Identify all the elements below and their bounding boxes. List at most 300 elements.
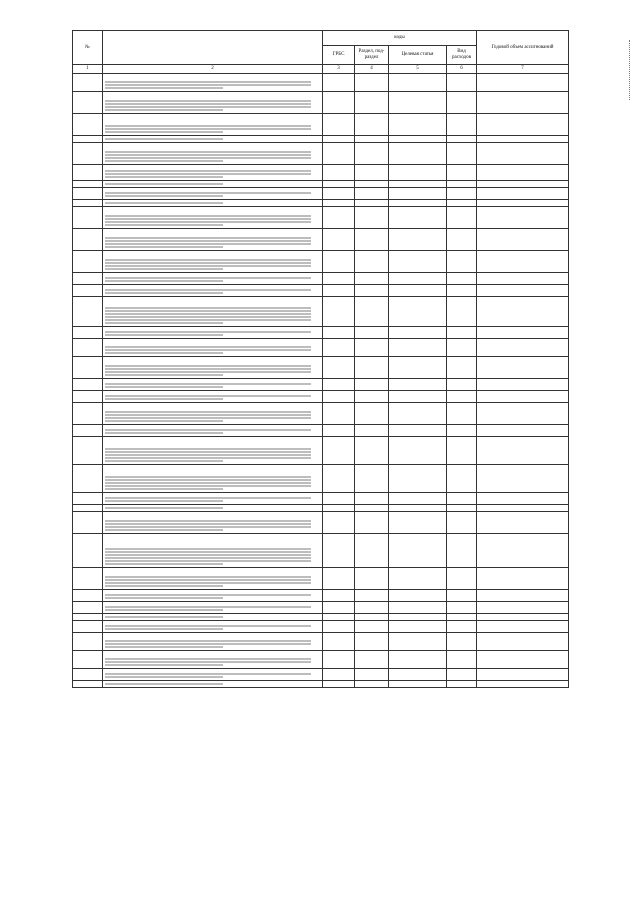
row-section-cell bbox=[355, 621, 389, 633]
row-name-cell bbox=[103, 493, 323, 505]
row-section-cell bbox=[355, 339, 389, 357]
table-row bbox=[73, 614, 569, 621]
row-exp-type-cell bbox=[447, 437, 477, 465]
table-row bbox=[73, 425, 569, 437]
row-number-cell bbox=[73, 403, 103, 425]
row-exp-type-cell bbox=[447, 621, 477, 633]
row-target-cell bbox=[389, 327, 447, 339]
row-amount-cell bbox=[477, 297, 569, 327]
row-section-cell bbox=[355, 181, 389, 188]
row-section-cell bbox=[355, 633, 389, 651]
table-row bbox=[73, 651, 569, 669]
row-name-cell bbox=[103, 602, 323, 614]
row-amount-cell bbox=[477, 403, 569, 425]
row-section-cell bbox=[355, 505, 389, 512]
row-section-cell bbox=[355, 614, 389, 621]
row-grbs-cell bbox=[323, 669, 355, 681]
table-row bbox=[73, 297, 569, 327]
row-exp-type-cell bbox=[447, 285, 477, 297]
row-grbs-cell bbox=[323, 285, 355, 297]
row-target-cell bbox=[389, 437, 447, 465]
row-section-cell bbox=[355, 425, 389, 437]
row-target-cell bbox=[389, 614, 447, 621]
row-target-cell bbox=[389, 114, 447, 136]
row-exp-type-cell bbox=[447, 651, 477, 669]
row-target-cell bbox=[389, 188, 447, 200]
row-grbs-cell bbox=[323, 165, 355, 181]
row-name-cell bbox=[103, 143, 323, 165]
row-exp-type-cell bbox=[447, 590, 477, 602]
row-section-cell bbox=[355, 207, 389, 229]
row-section-cell bbox=[355, 136, 389, 143]
row-number-cell bbox=[73, 297, 103, 327]
row-exp-type-cell bbox=[447, 602, 477, 614]
row-section-cell bbox=[355, 512, 389, 534]
row-exp-type-cell bbox=[447, 327, 477, 339]
table-row bbox=[73, 285, 569, 297]
row-exp-type-cell bbox=[447, 614, 477, 621]
table-row bbox=[73, 568, 569, 590]
row-grbs-cell bbox=[323, 391, 355, 403]
row-amount-cell bbox=[477, 357, 569, 379]
row-name-cell bbox=[103, 136, 323, 143]
row-target-cell bbox=[389, 273, 447, 285]
row-exp-type-cell bbox=[447, 505, 477, 512]
row-number-cell bbox=[73, 437, 103, 465]
row-grbs-cell bbox=[323, 136, 355, 143]
row-amount-cell bbox=[477, 74, 569, 92]
table-row bbox=[73, 251, 569, 273]
row-grbs-cell bbox=[323, 273, 355, 285]
row-name-cell bbox=[103, 327, 323, 339]
row-number-cell bbox=[73, 505, 103, 512]
row-number-cell bbox=[73, 273, 103, 285]
budget-table-page bbox=[72, 30, 568, 688]
row-grbs-cell bbox=[323, 505, 355, 512]
row-number-cell bbox=[73, 181, 103, 188]
row-exp-type-cell bbox=[447, 493, 477, 505]
row-amount-cell bbox=[477, 568, 569, 590]
row-amount-cell bbox=[477, 327, 569, 339]
row-section-cell bbox=[355, 357, 389, 379]
row-number-cell bbox=[73, 251, 103, 273]
row-exp-type-cell bbox=[447, 534, 477, 568]
row-number-cell bbox=[73, 391, 103, 403]
row-grbs-cell bbox=[323, 297, 355, 327]
row-name-cell bbox=[103, 465, 323, 493]
table-row bbox=[73, 512, 569, 534]
row-name-cell bbox=[103, 379, 323, 391]
budget-table bbox=[72, 30, 569, 688]
row-grbs-cell bbox=[323, 651, 355, 669]
row-exp-type-cell bbox=[447, 379, 477, 391]
row-grbs-cell bbox=[323, 437, 355, 465]
row-target-cell bbox=[389, 357, 447, 379]
row-section-cell bbox=[355, 669, 389, 681]
row-amount-cell bbox=[477, 505, 569, 512]
index-1: 1 bbox=[73, 65, 103, 74]
row-grbs-cell bbox=[323, 512, 355, 534]
annual-amount-header: Годовой объем ассигнований bbox=[477, 31, 569, 65]
row-grbs-cell bbox=[323, 621, 355, 633]
table-row bbox=[73, 114, 569, 136]
row-target-cell bbox=[389, 568, 447, 590]
row-section-cell bbox=[355, 74, 389, 92]
row-name-cell bbox=[103, 568, 323, 590]
row-section-cell bbox=[355, 229, 389, 251]
row-amount-cell bbox=[477, 614, 569, 621]
row-target-cell bbox=[389, 590, 447, 602]
row-name-cell bbox=[103, 114, 323, 136]
index-4: 4 bbox=[355, 65, 389, 74]
target-article-header: Целевая статья bbox=[389, 46, 447, 65]
row-amount-cell bbox=[477, 181, 569, 188]
row-name-cell bbox=[103, 681, 323, 688]
row-grbs-cell bbox=[323, 465, 355, 493]
index-5: 5 bbox=[389, 65, 447, 74]
row-exp-type-cell bbox=[447, 74, 477, 92]
row-name-cell bbox=[103, 229, 323, 251]
row-grbs-cell bbox=[323, 379, 355, 391]
row-amount-cell bbox=[477, 512, 569, 534]
row-number-cell bbox=[73, 590, 103, 602]
row-section-cell bbox=[355, 273, 389, 285]
row-name-cell bbox=[103, 437, 323, 465]
table-row bbox=[73, 165, 569, 181]
row-grbs-cell bbox=[323, 251, 355, 273]
row-name-cell bbox=[103, 633, 323, 651]
row-exp-type-cell bbox=[447, 188, 477, 200]
row-number-cell bbox=[73, 188, 103, 200]
row-name-cell bbox=[103, 74, 323, 92]
row-number-cell bbox=[73, 229, 103, 251]
row-section-cell bbox=[355, 391, 389, 403]
index-6: 6 bbox=[447, 65, 477, 74]
row-grbs-cell bbox=[323, 534, 355, 568]
row-section-cell bbox=[355, 602, 389, 614]
row-number-cell bbox=[73, 621, 103, 633]
row-number-cell bbox=[73, 425, 103, 437]
table-row bbox=[73, 379, 569, 391]
row-section-cell bbox=[355, 403, 389, 425]
table-row bbox=[73, 534, 569, 568]
row-section-cell bbox=[355, 114, 389, 136]
table-row bbox=[73, 505, 569, 512]
table-row bbox=[73, 327, 569, 339]
row-amount-cell bbox=[477, 339, 569, 357]
row-number-cell bbox=[73, 327, 103, 339]
row-exp-type-cell bbox=[447, 273, 477, 285]
row-amount-cell bbox=[477, 437, 569, 465]
row-exp-type-cell bbox=[447, 143, 477, 165]
index-3: 3 bbox=[323, 65, 355, 74]
row-section-cell bbox=[355, 251, 389, 273]
row-name-cell bbox=[103, 207, 323, 229]
row-grbs-cell bbox=[323, 114, 355, 136]
row-amount-cell bbox=[477, 285, 569, 297]
row-target-cell bbox=[389, 136, 447, 143]
table-row bbox=[73, 92, 569, 114]
row-amount-cell bbox=[477, 465, 569, 493]
row-amount-cell bbox=[477, 651, 569, 669]
row-number-cell bbox=[73, 136, 103, 143]
row-target-cell bbox=[389, 207, 447, 229]
row-name-cell bbox=[103, 614, 323, 621]
col-number-header: № bbox=[73, 31, 103, 65]
row-number-cell bbox=[73, 200, 103, 207]
row-amount-cell bbox=[477, 493, 569, 505]
row-amount-cell bbox=[477, 669, 569, 681]
row-target-cell bbox=[389, 229, 447, 251]
row-amount-cell bbox=[477, 207, 569, 229]
table-row bbox=[73, 200, 569, 207]
row-target-cell bbox=[389, 425, 447, 437]
row-grbs-cell bbox=[323, 357, 355, 379]
row-exp-type-cell bbox=[447, 251, 477, 273]
row-amount-cell bbox=[477, 590, 569, 602]
row-name-cell bbox=[103, 285, 323, 297]
row-name-cell bbox=[103, 621, 323, 633]
row-target-cell bbox=[389, 465, 447, 493]
row-target-cell bbox=[389, 200, 447, 207]
row-amount-cell bbox=[477, 165, 569, 181]
row-name-cell bbox=[103, 425, 323, 437]
row-number-cell bbox=[73, 165, 103, 181]
row-section-cell bbox=[355, 651, 389, 669]
row-amount-cell bbox=[477, 621, 569, 633]
row-grbs-cell bbox=[323, 327, 355, 339]
row-exp-type-cell bbox=[447, 669, 477, 681]
table-row bbox=[73, 339, 569, 357]
row-grbs-cell bbox=[323, 207, 355, 229]
row-grbs-cell bbox=[323, 590, 355, 602]
row-name-cell bbox=[103, 391, 323, 403]
row-amount-cell bbox=[477, 379, 569, 391]
row-name-cell bbox=[103, 339, 323, 357]
row-exp-type-cell bbox=[447, 568, 477, 590]
row-number-cell bbox=[73, 114, 103, 136]
row-target-cell bbox=[389, 251, 447, 273]
row-name-cell bbox=[103, 534, 323, 568]
row-section-cell bbox=[355, 590, 389, 602]
row-section-cell bbox=[355, 200, 389, 207]
row-section-cell bbox=[355, 327, 389, 339]
row-section-cell bbox=[355, 297, 389, 327]
row-exp-type-cell bbox=[447, 207, 477, 229]
row-name-cell bbox=[103, 403, 323, 425]
row-section-cell bbox=[355, 534, 389, 568]
row-section-cell bbox=[355, 165, 389, 181]
table-row bbox=[73, 357, 569, 379]
row-amount-cell bbox=[477, 136, 569, 143]
row-grbs-cell bbox=[323, 681, 355, 688]
row-target-cell bbox=[389, 602, 447, 614]
row-exp-type-cell bbox=[447, 465, 477, 493]
row-grbs-cell bbox=[323, 403, 355, 425]
row-grbs-cell bbox=[323, 188, 355, 200]
row-number-cell bbox=[73, 633, 103, 651]
row-exp-type-cell bbox=[447, 512, 477, 534]
table-row bbox=[73, 465, 569, 493]
table-row bbox=[73, 437, 569, 465]
row-amount-cell bbox=[477, 188, 569, 200]
row-target-cell bbox=[389, 512, 447, 534]
row-name-cell bbox=[103, 200, 323, 207]
row-number-cell bbox=[73, 143, 103, 165]
row-target-cell bbox=[389, 92, 447, 114]
table-row bbox=[73, 633, 569, 651]
section-header: Раздел, под-раздел bbox=[355, 46, 389, 65]
row-name-cell bbox=[103, 188, 323, 200]
table-body bbox=[73, 74, 569, 688]
table-row bbox=[73, 74, 569, 92]
row-grbs-cell bbox=[323, 181, 355, 188]
row-grbs-cell bbox=[323, 568, 355, 590]
row-number-cell bbox=[73, 669, 103, 681]
row-name-cell bbox=[103, 651, 323, 669]
grbs-header: ГРБС bbox=[323, 46, 355, 65]
row-target-cell bbox=[389, 403, 447, 425]
row-target-cell bbox=[389, 379, 447, 391]
index-7: 7 bbox=[477, 65, 569, 74]
row-number-cell bbox=[73, 512, 103, 534]
row-amount-cell bbox=[477, 200, 569, 207]
row-exp-type-cell bbox=[447, 181, 477, 188]
row-name-cell bbox=[103, 273, 323, 285]
row-number-cell bbox=[73, 357, 103, 379]
row-amount-cell bbox=[477, 681, 569, 688]
row-name-cell bbox=[103, 297, 323, 327]
row-number-cell bbox=[73, 568, 103, 590]
row-grbs-cell bbox=[323, 425, 355, 437]
row-amount-cell bbox=[477, 633, 569, 651]
table-row bbox=[73, 143, 569, 165]
row-section-cell bbox=[355, 285, 389, 297]
row-exp-type-cell bbox=[447, 681, 477, 688]
row-name-cell bbox=[103, 590, 323, 602]
row-amount-cell bbox=[477, 92, 569, 114]
row-section-cell bbox=[355, 437, 389, 465]
table-row bbox=[73, 403, 569, 425]
row-section-cell bbox=[355, 143, 389, 165]
table-row bbox=[73, 621, 569, 633]
row-target-cell bbox=[389, 681, 447, 688]
table-row bbox=[73, 229, 569, 251]
row-exp-type-cell bbox=[447, 633, 477, 651]
row-target-cell bbox=[389, 339, 447, 357]
row-target-cell bbox=[389, 621, 447, 633]
row-target-cell bbox=[389, 391, 447, 403]
table-row bbox=[73, 602, 569, 614]
row-exp-type-cell bbox=[447, 165, 477, 181]
row-section-cell bbox=[355, 465, 389, 493]
row-number-cell bbox=[73, 614, 103, 621]
row-name-cell bbox=[103, 181, 323, 188]
row-number-cell bbox=[73, 493, 103, 505]
row-exp-type-cell bbox=[447, 403, 477, 425]
row-name-cell bbox=[103, 512, 323, 534]
table-row bbox=[73, 669, 569, 681]
row-target-cell bbox=[389, 505, 447, 512]
index-2: 2 bbox=[103, 65, 323, 74]
row-target-cell bbox=[389, 493, 447, 505]
row-section-cell bbox=[355, 493, 389, 505]
row-grbs-cell bbox=[323, 143, 355, 165]
row-name-cell bbox=[103, 92, 323, 114]
row-target-cell bbox=[389, 633, 447, 651]
row-target-cell bbox=[389, 181, 447, 188]
row-target-cell bbox=[389, 285, 447, 297]
table-row bbox=[73, 493, 569, 505]
col-name-header bbox=[103, 31, 323, 65]
table-row bbox=[73, 273, 569, 285]
row-number-cell bbox=[73, 379, 103, 391]
row-target-cell bbox=[389, 143, 447, 165]
row-name-cell bbox=[103, 165, 323, 181]
row-exp-type-cell bbox=[447, 297, 477, 327]
table-row bbox=[73, 681, 569, 688]
row-exp-type-cell bbox=[447, 357, 477, 379]
row-name-cell bbox=[103, 251, 323, 273]
codes-group-header: коды bbox=[323, 31, 477, 46]
table-row bbox=[73, 181, 569, 188]
row-amount-cell bbox=[477, 229, 569, 251]
row-number-cell bbox=[73, 465, 103, 493]
table-row bbox=[73, 391, 569, 403]
margin-mark bbox=[629, 40, 634, 100]
row-grbs-cell bbox=[323, 614, 355, 621]
row-amount-cell bbox=[477, 251, 569, 273]
row-exp-type-cell bbox=[447, 229, 477, 251]
row-amount-cell bbox=[477, 391, 569, 403]
row-name-cell bbox=[103, 357, 323, 379]
row-exp-type-cell bbox=[447, 92, 477, 114]
row-number-cell bbox=[73, 339, 103, 357]
expense-type-header: Вид расходов bbox=[447, 46, 477, 65]
table-row bbox=[73, 188, 569, 200]
row-amount-cell bbox=[477, 114, 569, 136]
row-number-cell bbox=[73, 74, 103, 92]
row-name-cell bbox=[103, 505, 323, 512]
row-grbs-cell bbox=[323, 633, 355, 651]
row-grbs-cell bbox=[323, 229, 355, 251]
row-target-cell bbox=[389, 74, 447, 92]
table-row bbox=[73, 136, 569, 143]
row-number-cell bbox=[73, 602, 103, 614]
row-exp-type-cell bbox=[447, 200, 477, 207]
table-row bbox=[73, 590, 569, 602]
row-amount-cell bbox=[477, 425, 569, 437]
table-row bbox=[73, 207, 569, 229]
row-grbs-cell bbox=[323, 200, 355, 207]
row-target-cell bbox=[389, 165, 447, 181]
row-target-cell bbox=[389, 297, 447, 327]
row-name-cell bbox=[103, 669, 323, 681]
row-grbs-cell bbox=[323, 74, 355, 92]
row-grbs-cell bbox=[323, 493, 355, 505]
row-section-cell bbox=[355, 681, 389, 688]
row-target-cell bbox=[389, 651, 447, 669]
row-amount-cell bbox=[477, 602, 569, 614]
row-section-cell bbox=[355, 568, 389, 590]
row-grbs-cell bbox=[323, 339, 355, 357]
row-amount-cell bbox=[477, 534, 569, 568]
row-section-cell bbox=[355, 92, 389, 114]
row-target-cell bbox=[389, 669, 447, 681]
row-section-cell bbox=[355, 188, 389, 200]
row-section-cell bbox=[355, 379, 389, 391]
row-grbs-cell bbox=[323, 602, 355, 614]
